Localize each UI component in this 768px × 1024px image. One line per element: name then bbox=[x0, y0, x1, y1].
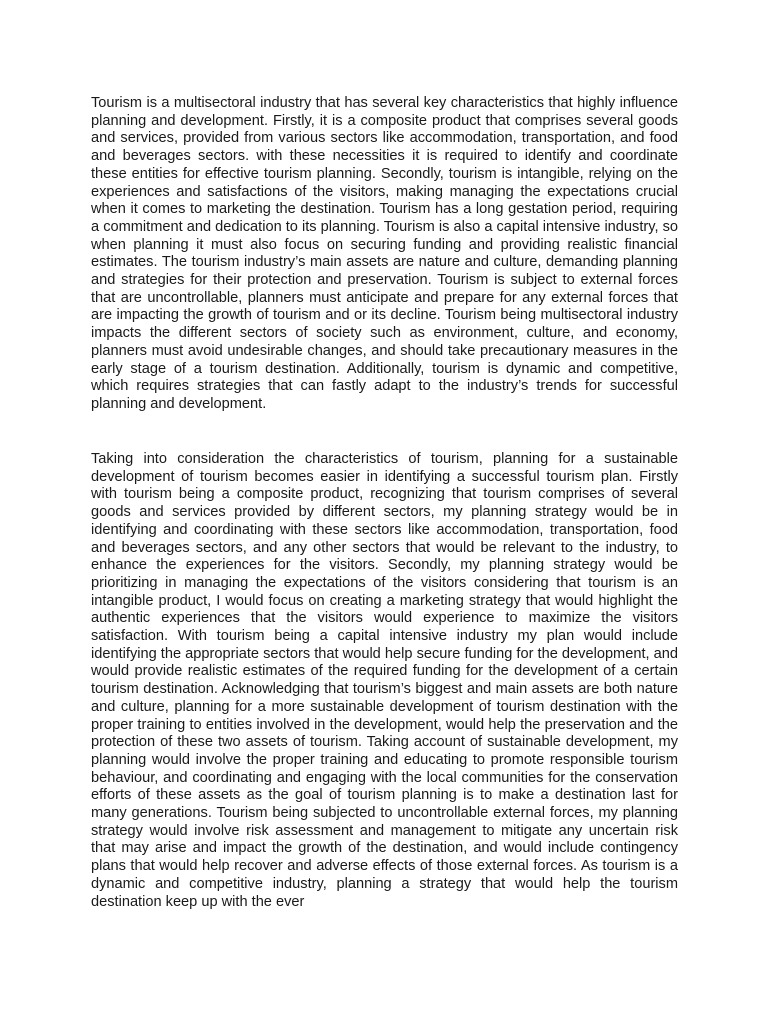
body-paragraph-1: Tourism is a multisectoral industry that has several key characteristics that highly influence planning and development. Firstly, it is a composite product that comprises several goods and services, provided from various sectors like accommodation, transportation, and food and beverages sectors. with these necessities it is required to identify and coordinate these entities for effective tourism planning. Secondly, tourism is intangible, relying on the experiences and satisfactions of the visitors, making managing the expectations crucial when it comes to marketing the destination. Tourism has a long gestation period, requiring a commitment and dedication to its planning. Tourism is also a capital intensive industry, so when planning it must also focus on securing funding and providing realistic financial estimates. The tourism industry’s main assets are nature and culture, demanding planning and strategies for their protection and preservation. Tourism is subject to external forces that are uncontrollable, planners must anticipate and prepare for any external forces that are impacting the growth of tourism and or its decline. Tourism being multisectoral industry impacts the different sectors of society such as environment, culture, and economy, planners must avoid undesirable changes, and should take precautionary measures in the early stage of a tourism destination. Additionally, tourism is dynamic and competitive, which requires strategies that can fastly adapt to the industry’s trends for successful planning and development. bbox=[91, 95, 678, 412]
body-paragraph-2: Taking into consideration the characteristics of tourism, planning for a sustainable development of tourism becomes easier in identifying a successful tourism plan. Firstly with tourism being a composite product, recognizing that tourism comprises of several goods and services provided by different sectors, my planning strategy would be in identifying and coordinating with these sectors like accommodation, transportation, food and beverages sectors, and any other sectors that would be relevant to the industry, to enhance the experiences for the visitors. Secondly, my planning strategy would be prioritizing in managing the expectations of the visitors considering that tourism is an intangible product, I would focus on creating a marketing strategy that would highlight the authentic experiences that the visitors would experience to maximize the visitors satisfaction. With tourism being a capital intensive industry my plan would include identifying the appropriate sectors that would help secure funding for the development, and would provide realistic estimates of the required funding for the development of a certain tourism destination. Acknowledging that tourism’s biggest and main assets are both nature and culture, planning for a more sustainable development of tourism destination with the proper training to entities involved in the development, would help the preservation and the protection of these two assets of tourism. Taking account of sustainable development, my planning would involve the proper training and educating to promote responsible tourism behaviour, and coordinating and engaging with the local communities for the conservation efforts of these assets as the goal of tourism planning is to make a destination last for many generations. Tourism being subjected to uncontrollable external forces, my planning strategy would involve risk assessment and management to mitigate any uncertain risk that may arise and impact the growth of the destination, and would include contingency plans that would help recover and adverse effects of those external forces. As tourism is a dynamic and competitive industry, planning a strategy that would help the tourism destination keep up with the ever bbox=[91, 451, 678, 910]
